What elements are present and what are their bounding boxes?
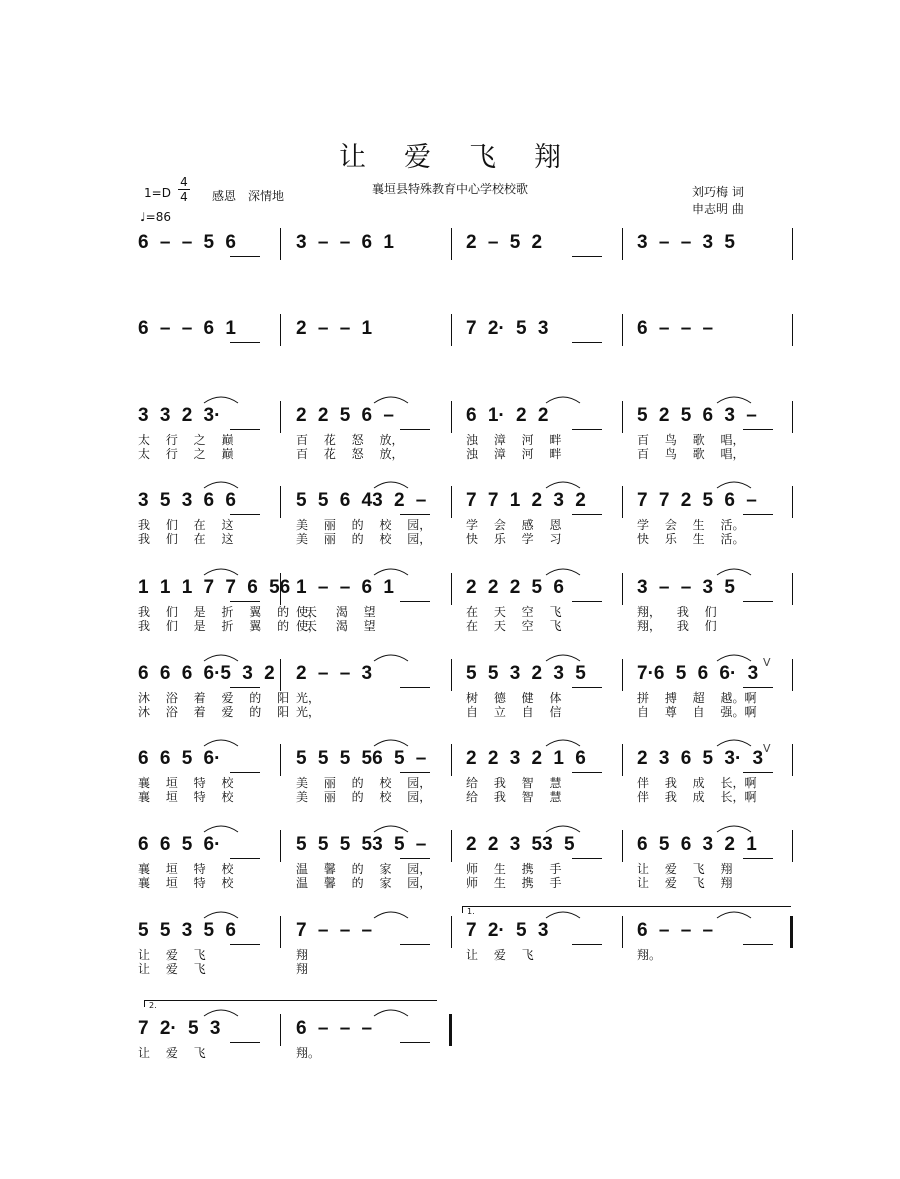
time-signature-top: 4: [180, 175, 188, 189]
lyric-verse-2: 襄 垣 特 校: [138, 790, 234, 804]
measure-notes: 6 6 5 6·: [138, 748, 221, 769]
lyric-verse-2: 太 行 之 巅: [138, 447, 234, 461]
lyric-verse-1: 在 天 空 飞: [466, 605, 562, 619]
slur: [717, 826, 751, 832]
lyric-verse-1: 翔。: [296, 1046, 321, 1060]
lyric-verse-1: 襄 垣 特 校: [138, 862, 234, 876]
measure-notes: 5 5 3 2 3 5: [466, 663, 586, 684]
lyric-verse-1: 美 丽 的 校 园，: [296, 776, 432, 790]
lyric-verse-1: 光，: [296, 691, 321, 705]
measure-notes: 6 – – 5 6: [138, 232, 236, 253]
lyric-verse-1: 师 生 携 手: [466, 862, 562, 876]
measure-notes: 7 2· 5 3: [466, 318, 549, 339]
slur: [546, 912, 580, 918]
lyric-verse-1: 翔: [296, 948, 309, 962]
slur: [204, 912, 238, 918]
lyric-verse-2: 在 天 空 飞: [466, 619, 562, 633]
lyric-verse-2: 温 馨 的 家 园，: [296, 876, 432, 890]
lyric-verse-2: 快 乐 学 习: [466, 532, 562, 546]
slur: [717, 740, 751, 746]
lyric-verse-1: 襄 垣 特 校: [138, 776, 234, 790]
slur: [546, 655, 580, 661]
lyric-verse-2: 翔， 我 们: [637, 619, 717, 633]
lyric-verse-1: 百 鸟 歌 唱，: [637, 433, 745, 447]
lyric-verse-2: 给 我 智 慧: [466, 790, 562, 804]
lyric-verse-2: 自 立 自 信: [466, 705, 562, 719]
measure-notes: 6 – – –: [637, 318, 714, 339]
slur: [546, 826, 580, 832]
lyric-verse-2: 光，: [296, 705, 321, 719]
lyric-verse-2: 伴 我 成 长，啊: [637, 790, 757, 804]
slur: [374, 397, 408, 403]
measure-notes: 2 2 3 2 1 6: [466, 748, 586, 769]
lyric-verse-1: 让 爱 飞: [138, 1046, 206, 1060]
expression-1: 感恩: [212, 189, 237, 203]
slur: [204, 655, 238, 661]
key-signature: 1=D: [144, 186, 171, 200]
measure-notes: 2 2 5 6 –: [296, 405, 394, 426]
measure-notes: 2 – – 1: [296, 318, 373, 339]
slur: [374, 569, 408, 575]
breath-mark: V: [763, 656, 771, 669]
measure-notes: 3 – – 3 5: [637, 232, 735, 253]
lyric-verse-2: 沐 浴 着 爱 的 阳: [138, 705, 290, 719]
slur: [717, 655, 751, 661]
measure-notes: 6 6 6 6·5 3 2: [138, 663, 275, 684]
measure-notes: 5 2 5 6 3 –: [637, 405, 757, 426]
lyric-verse-1: 我 们 在 这: [138, 518, 234, 532]
slur: [374, 655, 408, 661]
lyric-verse-1: 太 行 之 巅: [138, 433, 234, 447]
measure-notes: 7 – – –: [296, 920, 373, 941]
lyric-verse-2: 使， 渴 望: [296, 619, 376, 633]
lyric-verse-1: 学 会 生 活。: [637, 518, 745, 532]
slur: [204, 740, 238, 746]
measure-notes: 2 2 2 5 6: [466, 577, 564, 598]
measure-notes: 7 7 2 5 6 –: [637, 490, 757, 511]
measure-notes: 3 – – 6 1: [296, 232, 394, 253]
slur: [374, 1010, 408, 1016]
volta-number-1: 1.: [467, 907, 475, 916]
lyric-verse-1: 翔。: [637, 948, 662, 962]
measure-notes: 3 3 2 3·: [138, 405, 221, 426]
song-title: 让爱飞翔: [339, 142, 599, 173]
lyric-verse-1: 让 爱 飞 翔: [637, 862, 733, 876]
slur: [204, 397, 238, 403]
slur: [374, 482, 408, 488]
measure-notes: 1 – – 6 1: [296, 577, 394, 598]
lyric-verse-2: 浊 漳 河 畔: [466, 447, 562, 461]
slur: [717, 482, 751, 488]
lyric-verse-1: 翔， 我 们: [637, 605, 717, 619]
expression-2: 深情地: [248, 189, 285, 203]
measure-notes: 2 – – 3: [296, 663, 373, 684]
lyric-verse-2: 自 尊 自 强。啊: [637, 705, 757, 719]
measure-notes: 7·6 5 6 6· 3: [637, 663, 759, 684]
measure-notes: 6 6 5 6·: [138, 834, 221, 855]
measure-notes: 7 7 1 2 3 2: [466, 490, 586, 511]
time-signature-bottom: 4: [180, 190, 188, 204]
measure-notes: 5 5 6 43 2 –: [296, 490, 427, 511]
lyric-verse-1: 伴 我 成 长，啊: [637, 776, 757, 790]
slur: [204, 482, 238, 488]
slur: [204, 826, 238, 832]
lyric-verse-1: 温 馨 的 家 园，: [296, 862, 432, 876]
measure-notes: 6 – – –: [296, 1018, 373, 1039]
slur: [374, 740, 408, 746]
lyric-verse-1: 我 们 是 折 翼 的 天: [138, 605, 317, 619]
measure-notes: 5 5 3 5 6: [138, 920, 236, 941]
slur: [546, 740, 580, 746]
measure-notes: 5 5 5 53 5 –: [296, 834, 427, 855]
lyric-verse-1: 浊 漳 河 畔: [466, 433, 562, 447]
lyric-verse-1: 让 爱 飞: [466, 948, 534, 962]
measure-notes: 2 – 5 2: [466, 232, 543, 253]
lyric-verse-1: 使， 渴 望: [296, 605, 376, 619]
measure-notes: 7 2· 5 3: [138, 1018, 221, 1039]
measure-notes: 2 3 6 5 3· 3: [637, 748, 764, 769]
measure-notes: 6 1· 2 2: [466, 405, 549, 426]
slur: [546, 397, 580, 403]
slur: [546, 569, 580, 575]
measure-notes: 6 – – 6 1: [138, 318, 236, 339]
song-subtitle: 襄垣县特殊教育中心学校校歌: [372, 182, 529, 196]
composer-credit: 申志明 曲: [692, 202, 744, 216]
slur: [546, 482, 580, 488]
lyric-verse-2: 百 花 怒 放，: [296, 447, 404, 461]
lyric-verse-2: 师 生 携 手: [466, 876, 562, 890]
lyric-verse-1: 拼 搏 超 越。啊: [637, 691, 757, 705]
slur: [374, 912, 408, 918]
measure-notes: 6 5 6 3 2 1: [637, 834, 757, 855]
lyric-verse-2: 快 乐 生 活。: [637, 532, 745, 546]
slur: [717, 397, 751, 403]
lyric-verse-1: 学 会 感 恩: [466, 518, 562, 532]
lyric-verse-1: 让 爱 飞: [138, 948, 206, 962]
measure-notes: 3 5 3 6 6: [138, 490, 236, 511]
lyric-verse-1: 树 德 健 体: [466, 691, 562, 705]
volta-number-2: 2.: [149, 1001, 157, 1010]
lyric-verse-2: 美 丽 的 校 园，: [296, 532, 432, 546]
slur: [204, 1010, 238, 1016]
lyric-verse-1: 美 丽 的 校 园，: [296, 518, 432, 532]
lyric-verse-1: 给 我 智 慧: [466, 776, 562, 790]
slur: [717, 569, 751, 575]
breath-mark: V: [763, 742, 771, 755]
measure-notes: 5 5 5 56 5 –: [296, 748, 427, 769]
lyric-verse-2: 让 爱 飞 翔: [637, 876, 733, 890]
slur: [204, 569, 238, 575]
measure-notes: 6 – – –: [637, 920, 714, 941]
lyric-verse-2: 百 鸟 歌 唱，: [637, 447, 745, 461]
slur: [374, 826, 408, 832]
measure-notes: 7 2· 5 3: [466, 920, 549, 941]
lyric-verse-2: 美 丽 的 校 园，: [296, 790, 432, 804]
lyric-verse-2: 翔: [296, 962, 309, 976]
measure-notes: 2 2 3 53 5: [466, 834, 575, 855]
tempo-marking: ♩=86: [140, 210, 171, 224]
measure-notes: 1 1 1 7 7 6 56: [138, 577, 291, 598]
lyric-verse-2: 我 们 在 这: [138, 532, 234, 546]
lyricist-credit: 刘巧梅 词: [692, 185, 744, 199]
measure-notes: 3 – – 3 5: [637, 577, 735, 598]
lyric-verse-2: 我 们 是 折 翼 的 天: [138, 619, 317, 633]
lyric-verse-2: 让 爱 飞: [138, 962, 206, 976]
slur: [717, 912, 751, 918]
lyric-verse-1: 百 花 怒 放，: [296, 433, 404, 447]
lyric-verse-1: 沐 浴 着 爱 的 阳: [138, 691, 290, 705]
lyric-verse-2: 襄 垣 特 校: [138, 876, 234, 890]
